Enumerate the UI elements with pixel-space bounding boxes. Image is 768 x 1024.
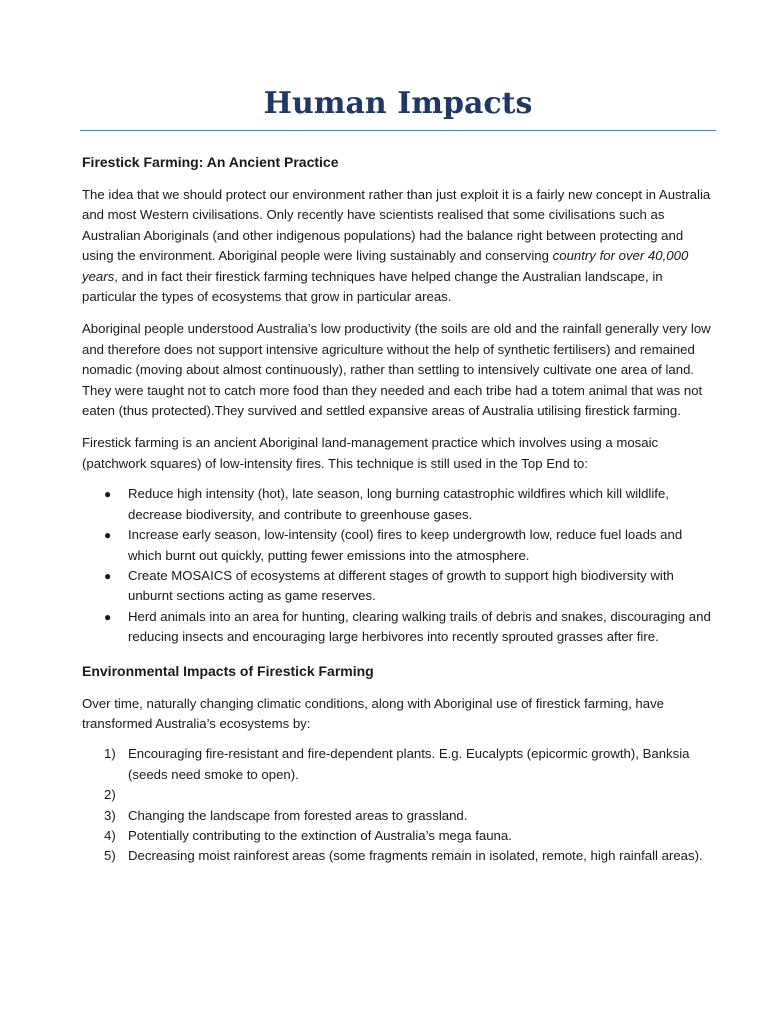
- list-item: [82, 566, 714, 607]
- paragraph-intro: [82, 185, 714, 307]
- list-number: 4): [104, 827, 116, 843]
- list-item-text: Create MOSAICS of ecosystems at different stages of growth to support high biodiversity with unburnt sections acting as game reserves.: [128, 567, 674, 604]
- section-heading-firestick: Firestick Farming: An Ancient Practice: [82, 154, 339, 170]
- title-underline: [80, 130, 716, 131]
- list-item-text: Changing the landscape from forested areas to grassland.: [128, 807, 468, 823]
- list-item: [82, 744, 714, 785]
- bullet-icon: ●: [104, 609, 112, 624]
- document-body: [82, 84, 714, 881]
- list-number: 3): [104, 807, 116, 823]
- impacts-numbered-list: [82, 744, 714, 866]
- firestick-purposes-list: [82, 484, 714, 647]
- intro-text-italic: country for over 40,000 years: [82, 248, 689, 284]
- list-number: 5): [104, 848, 116, 864]
- bullet-icon: ●: [104, 528, 112, 543]
- list-item-text: Decreasing moist rainforest areas (some fragments remain in isolated, remote, high rainfall areas).: [128, 848, 703, 864]
- list-item-text: Reduce high intensity (hot), late season, long burning catastrophic wildfires which kill wildlife, decrease biodiversity, and contribute to greenhouse gases.: [128, 486, 669, 522]
- paragraph-firestick-definition: Firestick farming is an ancient Aboriginal land-management practice which involves using a mosaic (patchwork squares) of low-intensity fires. This technique is still used in the Top End to:: [82, 435, 659, 471]
- list-number: 2): [104, 787, 116, 803]
- list-item-text: Herd animals into an area for hunting, clearing walking trails of debris and snakes, discouraging and reducing insects and encouraging large herbivores into recently sprouted grasses after fire.: [128, 608, 711, 645]
- list-item-text: Increase early season, low-intensity (cool) fires to keep undergrowth low, reduce fuel loads and which burnt out quickly, putting fewer emissions into the atmosphere.: [128, 527, 683, 563]
- list-item: [82, 826, 714, 846]
- list-item-text: Potentially contributing to the extinction of Australia’s mega fauna.: [128, 827, 512, 843]
- list-item: [82, 846, 714, 866]
- intro-text-start: The idea that we should protect our environment rather than just exploit it is a fairly new concept in Australia and most Western civilisations. Only recently have scientists realised that some civilisations such as Australian Aboriginals (and other indigenous populations) had the balance right between protecting and using the environment. Aboriginal people were living sustainably and conserving: [82, 187, 711, 264]
- bullet-icon: ●: [104, 568, 112, 583]
- list-item: [82, 484, 714, 525]
- list-item-text: Encouraging fire-resistant and fire-dependent plants. E.g. Eucalypts (epicormic growth), Banksia (seeds need smoke to open).: [128, 746, 690, 782]
- list-item: [82, 806, 714, 826]
- page-title: Human Impacts: [263, 86, 533, 121]
- list-item: [82, 525, 714, 566]
- paragraph-productivity: Aboriginal people understood Australia’s low productivity (the soils are old and the rainfall generally very low and therefore does not support intensive agriculture without the help of synthetic fertilisers) and remained nomadic (moving about almost continuously), rather than settling to intensively cultivate one area of land. They were taught not to catch more food than they needed and each tribe had a totem animal that was not eaten (thus protected).They survived and settled expansive areas of Australia utilising firestick farming.: [82, 321, 711, 419]
- bullet-icon: ●: [104, 487, 112, 502]
- intro-text-end: , and in fact their firestick farming techniques have helped change the Australian landscape, in particular the types of ecosystems that grow in particular areas.: [82, 268, 663, 305]
- list-item: [82, 607, 714, 648]
- list-item: [82, 785, 714, 805]
- paragraph-transformation: Over time, naturally changing climatic conditions, along with Aboriginal use of firestick farming, have transformed Australia’s ecosystems by:: [82, 695, 664, 731]
- section-heading-environmental-impacts: Environmental Impacts of Firestick Farming: [82, 662, 374, 679]
- list-number: 1): [104, 746, 116, 762]
